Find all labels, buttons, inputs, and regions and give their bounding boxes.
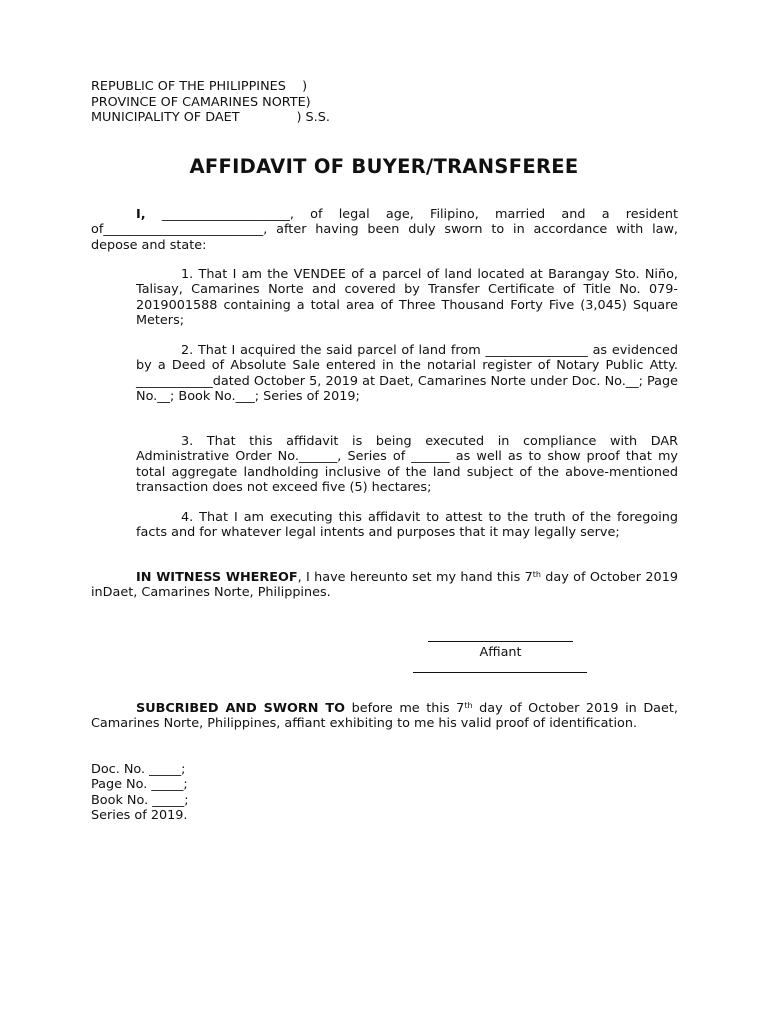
document-title: AFFIDAVIT OF BUYER/TRANSFEREE xyxy=(189,155,579,178)
witness-lead: IN WITNESS WHEREOF xyxy=(136,570,298,585)
notary-doc-no: Doc. No. _____; xyxy=(91,762,186,777)
intro-text: ____________________, of legal age, Filipino, married and a resident of_________________________, after having been duly sworn to in accordance with law, depose and state: xyxy=(91,207,678,253)
sworn-text-b: day of October 2019 in Daet, Camarines Norte, Philippines, affiant exhibiting to me his valid proof of identification. xyxy=(91,701,678,732)
notary-series: Series of 2019. xyxy=(91,808,188,824)
notary-block xyxy=(91,762,189,824)
paragraph-1 xyxy=(136,267,678,329)
witness-text-b: day of October 2019 inDaet, Camarines Norte, Philippines. xyxy=(91,570,678,601)
paragraph-3-text: 3. That this affidavit is being executed in compliance with DAR Administrative Order No.______, Series of ______ as well as to show proof that my total aggregate landholding inclusive of the land subject of the above-mentioned transaction does not exceed five (5) hectares; xyxy=(136,434,678,496)
intro-lead: I, xyxy=(136,207,146,222)
paragraph-3 xyxy=(136,434,678,496)
paragraph-2-text: 2. That I acquired the said parcel of land from ________________ as evidenced by a Deed of Absolute Sale entered in the notarial register of Notary Public Atty. ____________dated October 5, 2019 at Daet, Camarines Norte under Doc. No.__; Page No.__; Book No.___; Series of 2019; xyxy=(136,343,678,405)
venue-province: PROVINCE OF CAMARINES NORTE) xyxy=(91,94,311,110)
affiant-signature-line xyxy=(428,630,573,642)
witness-sup: th xyxy=(532,570,541,579)
notary-page-no: Page No. _____; xyxy=(91,777,188,793)
affiant-label: Affiant xyxy=(479,645,522,660)
paragraph-2 xyxy=(136,343,678,405)
intro-paragraph xyxy=(91,207,678,253)
venue-block xyxy=(91,79,330,126)
paragraph-4 xyxy=(136,510,678,541)
sworn-text-a: before me this 7 xyxy=(345,701,465,716)
venue-republic: REPUBLIC OF THE PHILIPPINES ) xyxy=(91,79,308,94)
paragraph-1-text: 1. That I am the VENDEE of a parcel of land located at Barangay Sto. Niño, Talisay, Camarines Norte and covered by Transfer Certificate of Title No. 079-2019001588 containing a total area of Three Thousand Forty Five (3,045) Square Meters; xyxy=(136,267,678,329)
witness-paragraph xyxy=(91,570,678,601)
paragraph-4-text: 4. That I am executing this affidavit to attest to the truth of the foregoing facts and for whatever legal intents and purposes that it may legally serve; xyxy=(136,510,678,541)
sworn-sup: th xyxy=(464,701,473,710)
affiant-name-line xyxy=(413,659,587,673)
notary-book-no: Book No. _____; xyxy=(91,792,189,808)
venue-municipality: MUNICIPALITY OF DAET ) S.S. xyxy=(91,110,330,126)
witness-text-a: , I have hereunto set my hand this 7 xyxy=(297,570,533,585)
sworn-lead: SUBCRIBED AND SWORN TO xyxy=(136,701,345,716)
sworn-paragraph xyxy=(91,701,678,732)
